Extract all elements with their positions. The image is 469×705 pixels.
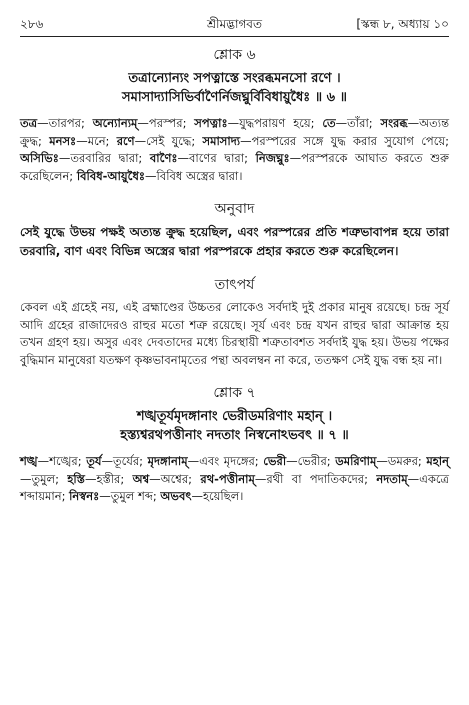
synonym-meaning: —রথী বা পদাতিকদের; [254, 471, 377, 486]
synonym-term: রথ-পত্তীনাম্ [200, 471, 255, 486]
synonym-term: অশ্ব [132, 471, 150, 486]
header-rule [20, 36, 449, 37]
synonym-meaning: —হয়েছিল। [191, 489, 244, 503]
sloka-6-synonyms [20, 115, 449, 185]
synonym-meaning: —সেই যুদ্ধে; [134, 133, 203, 148]
synonym-meaning: —তাঁরা; [335, 116, 381, 130]
synonym-meaning: —তুমুল; [20, 471, 68, 486]
synonym-meaning: —একত্রে শব্দায়মান; [20, 471, 449, 503]
sloka-7-synonyms [20, 453, 449, 506]
synonym-meaning: —অশ্বের; [149, 471, 201, 486]
synonym-term: শঙ্খ [20, 454, 38, 468]
synonym-term: তূর্য [86, 454, 102, 468]
sloka-6-purport: কেবল এই গ্রহেই নয়, এই ব্রহ্মাণ্ডের উচ্চতর লোকেও সর্বদাই দুই প্রকার মানুষ রয়েছে। চন্দ্র সূর্য আদি গ্রহের রাজাদেরও রাহুর মতো শত্রু রয়েছে। সূর্য এবং চন্দ্র যখন রাহুর দ্বারা আক্রান্ত হয় তখন গ্রহণ হয়। অসুর এবং দেবতাদের মধ্যে চিরস্থায়ী শত্রুতাবশত সর্বদাই যুদ্ধ হয়। উভয় পক্ষের বুদ্ধিমান মানুষেরা যতক্ষণ কৃষ্ণভাবনামৃতের পন্থা অবলম্বন না করে, ততক্ষণ সেই যুদ্ধ বন্ধ হয় না। [20, 300, 449, 367]
synonym-term: মহান্ [426, 454, 450, 468]
synonym-term: বাণৈঃ [149, 151, 178, 165]
synonym-term: সংরব্ধ [380, 116, 408, 130]
running-header [20, 14, 449, 34]
synonym-meaning: —বিবিধ অস্ত্রের দ্বারা। [145, 168, 243, 183]
synonym-meaning: —তারপর; [37, 116, 93, 130]
purport-heading: তাৎপর্য [214, 277, 255, 293]
synonym-term: অসিভিঃ [20, 151, 59, 165]
page-number: ২৮৬ [20, 17, 44, 31]
synonym-term: নিস্বনঃ [69, 489, 100, 503]
synonym-meaning: —ডমরুর; [376, 454, 427, 468]
synonym-meaning: —যুদ্ধপরায়ণ হয়ে; [227, 116, 323, 130]
synonym-term: মনসঃ [49, 133, 77, 148]
synonym-meaning: —পরস্পর; [137, 116, 195, 130]
synonym-term: অন্যোন্যম্ [92, 116, 138, 130]
synonym-term: নিজঘ্নুঃ [255, 151, 290, 165]
synonym-meaning: —ভেরীর; [286, 454, 336, 468]
synonym-term: মৃদঙ্গানাম্ [147, 454, 188, 468]
sloka-6-verse [20, 69, 449, 107]
synonym-term: বিবিধ-আয়ুধৈঃ [76, 168, 146, 183]
synonym-term: ভেরী [263, 454, 287, 468]
chapter-reference: [স্কন্ধ ৮, অধ্যায় ১০ [356, 17, 449, 31]
synonym-term: অভবৎ [160, 489, 192, 503]
synonym-term: তে [322, 116, 336, 130]
sloka-6-heading: শ্লোক ৬ [213, 47, 256, 63]
synonym-term: সমাসাদ্য [202, 133, 241, 148]
synonym-meaning: —হস্তীর; [84, 471, 133, 486]
translation-heading: অনুবাদ [214, 201, 255, 217]
synonym-term: রণে [116, 133, 135, 148]
synonym-term: তত্র [20, 116, 38, 130]
synonym-meaning: —বাণের দ্বারা; [177, 151, 256, 165]
sloka-6-verse-line-2: সমাসাদ্যাসিভির্বাণৈর্নিজঘ্নুর্বিবিধায়ুধৈঃ ॥ ৬ ॥ [122, 90, 347, 105]
synonym-meaning: —শঙ্খের; [37, 454, 87, 468]
synonym-term: নদতাম্ [376, 471, 408, 486]
book-title: শ্রীমদ্ভাগবত [206, 17, 262, 31]
synonym-meaning: —পরস্পরের সঙ্গে যুদ্ধ করার সুযোগ পেয়ে; [240, 133, 449, 148]
sloka-7-heading: শ্লোক ৭ [213, 385, 256, 401]
sloka-6-verse-line-1: তত্রান্যোন্যং সপত্নাস্তে সংরব্ধমনসো রণে । [128, 71, 341, 86]
sloka-7-verse-line-2: হস্ত্যশ্বরথপত্তীনাং নদতাং নিস্বনোঽভবৎ ॥ ৭ ॥ [120, 428, 349, 443]
synonym-meaning: —তরবারির দ্বারা; [58, 151, 150, 165]
synonym-meaning: —তুমুল শব্দ; [99, 489, 161, 503]
sloka-6-translation: সেই যুদ্ধে উভয় পক্ষই অত্যন্ত ক্রুদ্ধ হয়েছিল, এবং পরস্পরের প্রতি শত্রুভাবাপন্ন হয়ে তারা তরবারি, বাণ এবং বিভিন্ন অস্ত্রের দ্বারা পরস্পরকে প্রহার করতে শুরু করেছিলেন। [20, 225, 449, 258]
synonym-term: হস্তি [67, 471, 85, 486]
book-page [20, 14, 449, 694]
synonym-term: ডমরিণাম্ [335, 454, 377, 468]
sloka-7-verse-line-1: শঙ্খতূর্যমৃদঙ্গানাং ভেরীডমরিণাং মহান্ । [136, 409, 333, 424]
synonym-meaning: —তূর্যের; [101, 454, 148, 468]
synonym-meaning: —এবং মৃদঙ্গের; [187, 454, 264, 468]
sloka-7-verse [20, 407, 449, 445]
synonym-meaning: —মনে; [76, 133, 117, 148]
synonym-meaning: —অত্যন্ত ক্রুদ্ধ; [20, 116, 449, 148]
synonym-meaning: —পরস্পরকে আঘাত করতে শুরু করেছিলেন; [20, 151, 449, 183]
synonym-term: সপত্নাঃ [194, 116, 228, 130]
